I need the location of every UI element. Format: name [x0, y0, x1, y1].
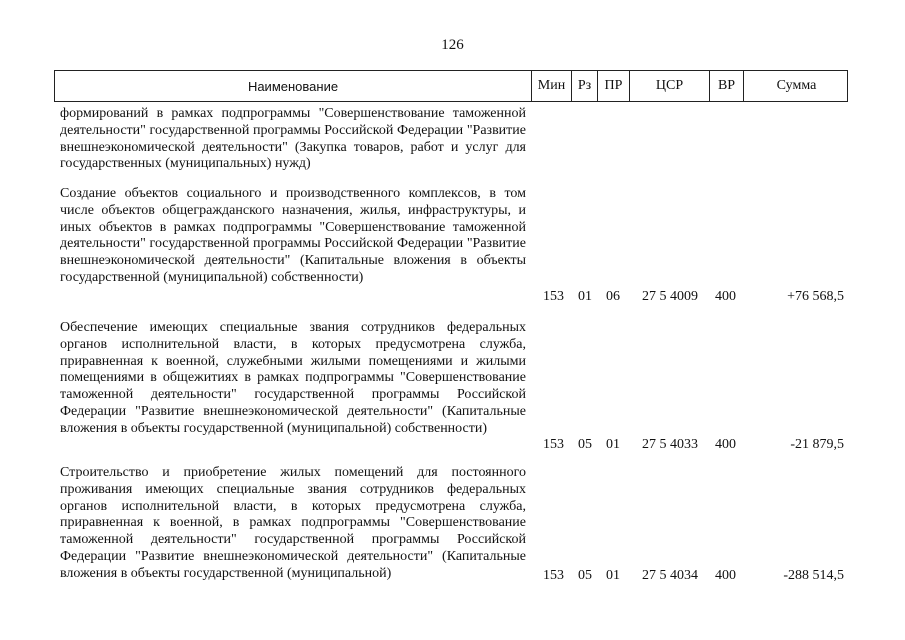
table-row: [60, 320, 850, 454]
cell-sum: +76 568,5: [787, 289, 844, 305]
row-codes: [60, 289, 850, 306]
cell-rz: 01: [578, 289, 592, 305]
row-codes: [60, 437, 850, 454]
cell-rz: 05: [578, 437, 592, 453]
cell-pr: 01: [606, 568, 620, 584]
cell-min: 153: [543, 289, 564, 305]
header-rz: Рз: [571, 71, 597, 101]
header-name: Наименование: [247, 78, 339, 94]
cell-vr: 400: [715, 568, 736, 584]
cell-sum: -288 514,5: [783, 568, 844, 584]
header-csr: ЦСР: [629, 71, 709, 101]
header-min: Мин: [531, 71, 571, 101]
cell-csr: 27 5 4034: [642, 568, 698, 584]
table-row: [60, 106, 850, 174]
table-header: [54, 70, 848, 102]
row-name: Строительство и приобретение жилых помещений для постоянного проживания имеющих специальные звания сотрудников федеральных органов исполнительной власти, в которых предусмотрена служба, приравненная к военной, в рамках подпрограммы "Совершенствование таможенной деятельности" государственной программы Российской Федерации "Развитие внешнеэкономической деятельности" (Капитальные вложения в объекты государственной (муниципальной): [60, 465, 526, 581]
cell-vr: 400: [715, 437, 736, 453]
page-number: 126: [441, 37, 464, 53]
row-name: формирований в рамках подпрограммы "Совершенствование таможенной деятельности" государственной программы Российской Федерации "Развитие внешнеэкономической деятельности" (Закупка товаров, работ и услуг для государственных (муниципальных) нужд): [60, 106, 526, 172]
cell-pr: 06: [606, 289, 620, 305]
cell-min: 153: [543, 437, 564, 453]
table-row: [60, 186, 850, 306]
cell-vr: 400: [715, 289, 736, 305]
header-pr: ПР: [597, 71, 629, 101]
header-vr: ВР: [709, 71, 743, 101]
table-row: [60, 465, 850, 585]
cell-csr: 27 5 4033: [642, 437, 698, 453]
row-codes: [60, 568, 850, 585]
row-name: Обеспечение имеющих специальные звания сотрудников федеральных органов исполнительной власти, в которых предусмотрена служба, приравненная к военной, служебными жилыми помещениями и жилыми помещениями в общежитиях в рамках подпрограммы "Совершенствование таможенной деятельности" государственной программы Российской Федерации "Развитие внешнеэкономической деятельности" (Капитальные вложения в объекты государственной (муниципальной) собственности): [60, 320, 526, 436]
cell-min: 153: [543, 568, 564, 584]
header-sum: Сумма: [743, 71, 849, 101]
row-name: Создание объектов социального и производственного комплексов, в том числе объектов общегражданского назначения, жилья, инфраструктуры, и иных объектов в рамках подпрограммы "Совершенствование таможенной деятельности" государственной программы Российской Федерации "Развитие внешнеэкономической деятельности" (Капитальные вложения в объекты государственной (муниципальной) собственности): [60, 186, 526, 285]
cell-rz: 05: [578, 568, 592, 584]
cell-csr: 27 5 4009: [642, 289, 698, 305]
cell-pr: 01: [606, 437, 620, 453]
cell-sum: -21 879,5: [790, 437, 844, 453]
